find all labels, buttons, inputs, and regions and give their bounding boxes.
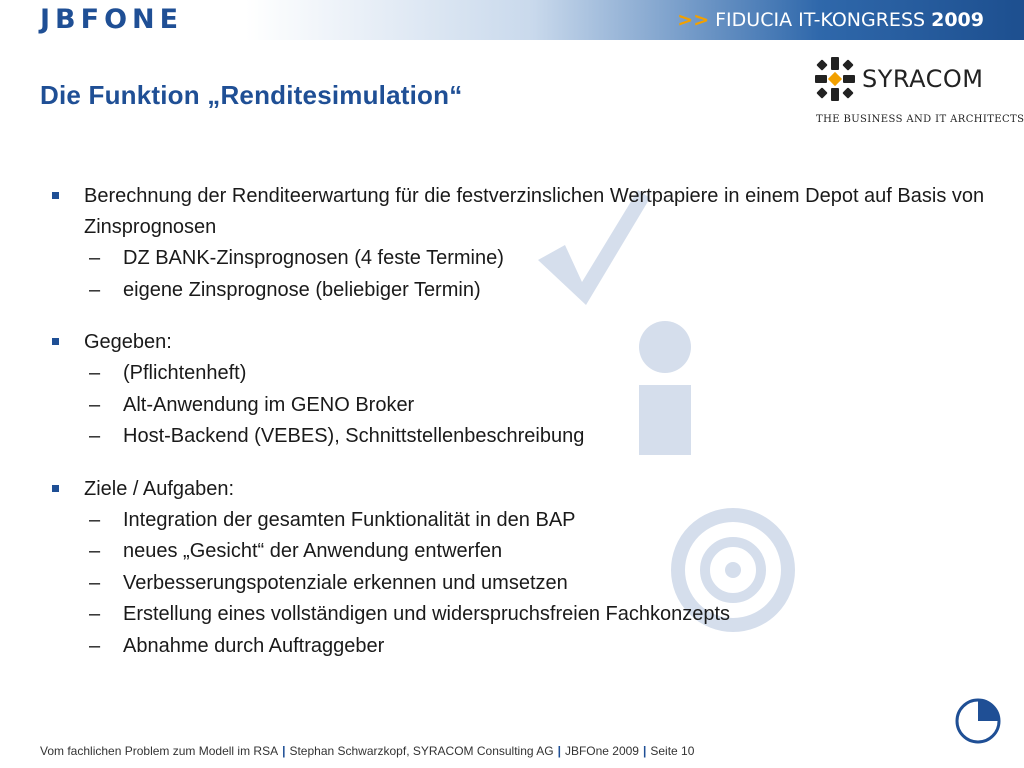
bullet-text: Berechnung der Renditeerwartung für die festverzinslichen Wertpapiere in einem Depot auf Basis von Zinsprognosen [84, 185, 985, 238]
sub-item [52, 536, 992, 568]
event-title [677, 7, 984, 33]
sub-item [52, 599, 992, 631]
sub-item [52, 631, 992, 663]
bullet-item [52, 181, 992, 243]
syracom-wordmark: SYRACOM [862, 65, 984, 93]
square-bullet-icon [52, 338, 59, 345]
bullet-group [52, 474, 992, 663]
sub-item [52, 505, 992, 537]
syracom-x-icon [814, 56, 856, 102]
dash-marker: – [89, 540, 101, 562]
footer-separator: | [282, 744, 286, 758]
bullet-text: Gegeben: [84, 331, 172, 353]
footer-topic: Vom fachlichen Problem zum Modell im RSA [40, 744, 279, 758]
dash-marker: – [89, 571, 101, 594]
footer-separator: | [557, 744, 561, 758]
square-bullet-icon [52, 485, 59, 492]
dash-marker: – [89, 425, 101, 447]
sub-item-text: eigene Zinsprognose (beliebiger Termin) [123, 278, 481, 301]
bullet-item [52, 327, 992, 358]
bullet-text: Ziele / Aufgaben: [84, 477, 235, 500]
sub-item [52, 275, 992, 307]
sub-item-text: (Pflichtenheft) [123, 362, 247, 384]
footer [40, 744, 694, 758]
syracom-logo [814, 56, 1024, 130]
slide-title: Die Funktion „Renditesimulation“ [40, 80, 463, 110]
sub-item-text: Integration der gesamten Funktionalität in den BAP [123, 508, 576, 531]
square-bullet-icon [52, 192, 59, 199]
dash-marker: – [89, 508, 101, 531]
sub-item-text: Alt-Anwendung im GENO Broker [123, 393, 415, 416]
dash-marker: – [89, 247, 101, 269]
sub-item [52, 243, 992, 275]
sub-item [52, 390, 992, 422]
bullet-item [52, 474, 992, 505]
sub-item [52, 421, 992, 453]
sub-item-text: Verbesserungspotenziale erkennen und umsetzen [123, 571, 568, 594]
dash-marker: – [89, 393, 101, 416]
sub-item [52, 358, 992, 390]
sub-item-text: Erstellung eines vollständigen und widerspruchsfreien Fachkonzepts [123, 603, 731, 625]
event-name: FIDUCIA IT-KONGRESS [715, 9, 926, 31]
event-year: 2009 [931, 9, 984, 31]
quarter-clock-icon [954, 697, 1002, 745]
dash-marker: – [89, 362, 101, 384]
dash-marker: – [89, 603, 101, 625]
footer-separator: | [642, 744, 647, 758]
brand-logo: JBFONE [40, 4, 184, 35]
sub-item-text: DZ BANK-Zinsprognosen (4 feste Termine) [123, 247, 504, 269]
sub-item-text: neues „Gesicht“ der Anwendung entwerfen [123, 540, 503, 562]
dash-marker: – [89, 634, 101, 657]
sub-item [52, 568, 992, 600]
syracom-tagline: THE BUSINESS AND IT ARCHITECTS [816, 114, 1024, 125]
footer-event: JBFOne 2009 [564, 744, 639, 758]
event-arrows: >> [677, 9, 710, 31]
dash-marker: – [89, 278, 101, 301]
sub-item-text: Abnahme durch Auftraggeber [123, 634, 385, 657]
sub-item-text: Host-Backend (VEBES), Schnittstellenbeschreibung [123, 425, 585, 447]
bullet-group [52, 327, 992, 453]
header-bar [0, 0, 1024, 40]
footer-author: Stephan Schwarzkopf, SYRACOM Consulting AG [289, 744, 554, 758]
bullet-group [52, 181, 992, 306]
footer-page: Seite 10 [650, 744, 695, 758]
slide-content [52, 181, 992, 683]
